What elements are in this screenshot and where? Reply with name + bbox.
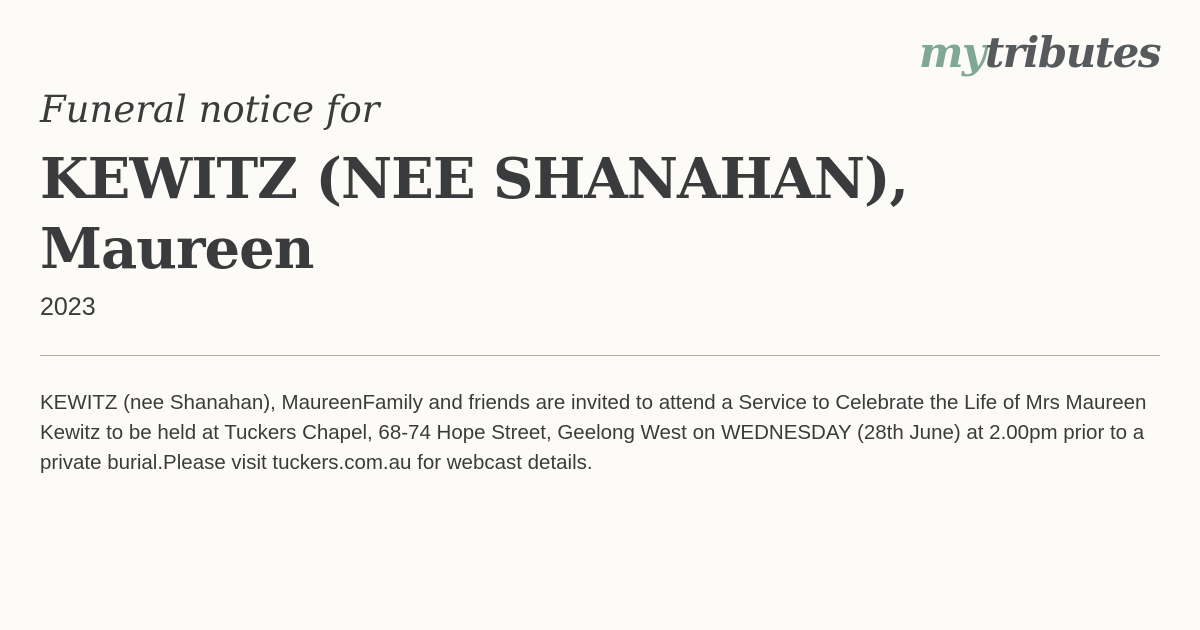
mytributes-logo[interactable]	[918, 28, 1160, 77]
divider	[40, 355, 1160, 356]
logo-prefix: my	[918, 28, 985, 77]
deceased-name-line-2: Maureen	[40, 216, 314, 282]
deceased-name	[40, 144, 940, 284]
notice-body: KEWITZ (nee Shanahan), MaureenFamily and friends are invited to attend a Service to Celebrate the Life of Mrs Maureen Kewitz to be held at Tuckers Chapel, 68-74 Hope Street, Geelong West on WEDNESDAY (28th June) at 2.00pm prior to a private burial.Please visit tuckers.com.au for webcast details.	[40, 391, 1147, 474]
deceased-name-line-1: KEWITZ (NEE SHANAHAN),	[40, 146, 909, 212]
notice-eyebrow: Funeral notice for	[40, 88, 380, 131]
notice-year: 2023	[40, 293, 96, 321]
logo-suffix: tributes	[984, 28, 1160, 77]
